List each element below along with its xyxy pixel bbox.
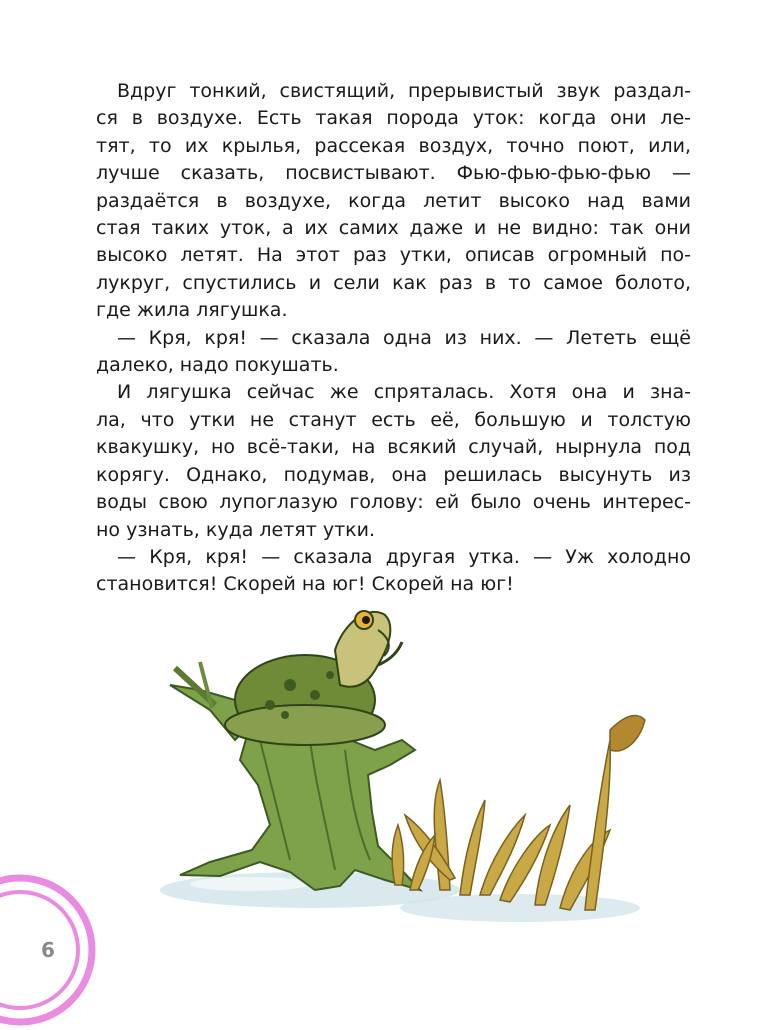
text-line: И лягушка сейчас же спряталась. Хотя она и зна- bbox=[117, 381, 691, 404]
text-line: Вдруг тонкий, свистящий, прерывистый звук раздал- bbox=[117, 80, 691, 102]
text-line: воды свою лупоглазую голову: ей было очень интерес- bbox=[96, 491, 691, 514]
text-line: ся в воздухе. Есть такая порода уток: когда они ле- bbox=[96, 107, 691, 130]
frog bbox=[225, 611, 402, 745]
text-line: лукруг, спустились и сели как раз в то самое болото, bbox=[96, 271, 691, 294]
text-line: тят, то их крылья, рассекая воздух, точно поют, или, bbox=[96, 134, 691, 157]
page-number: 6 bbox=[41, 938, 55, 962]
text-line: раздаётся в воздухе, когда летит высоко над вами bbox=[96, 189, 691, 212]
text-line: где жила лягушка. bbox=[96, 299, 288, 322]
text-line: квакушку, но всё-таки, на всякий случай, нырнула под bbox=[96, 436, 691, 459]
frog-on-stump-illustration bbox=[140, 590, 680, 950]
text-line: ла, что утки не станут есть её, большую и толстую bbox=[96, 408, 691, 431]
story-text bbox=[96, 78, 691, 599]
text-line: становится! Скорей на юг! Скорей на юг! bbox=[96, 573, 514, 596]
text-line: — Кря, кря! — сказала другая утка. — Уж холодно bbox=[117, 545, 691, 568]
text-line: высоко летят. На этот раз утки, описав огромный по- bbox=[96, 244, 691, 267]
text-line: стая таких уток, а их самих даже и не видно: так они bbox=[96, 217, 691, 240]
text-line: корягу. Однако, подумав, она решилась высунуть из bbox=[96, 463, 691, 486]
text-line: далеко, надо покушать. bbox=[96, 354, 339, 377]
paragraph-1 bbox=[96, 78, 691, 325]
paragraph-2 bbox=[96, 325, 691, 380]
text-line: но узнать, куда летят утки. bbox=[96, 518, 375, 541]
text-line: — Кря, кря! — сказала одна из них. — Лететь ещё bbox=[117, 326, 691, 349]
paragraph-3 bbox=[96, 379, 691, 543]
text-line: лучше сказать, посвистывают. Фью-фью-фью-фью — bbox=[96, 162, 691, 185]
